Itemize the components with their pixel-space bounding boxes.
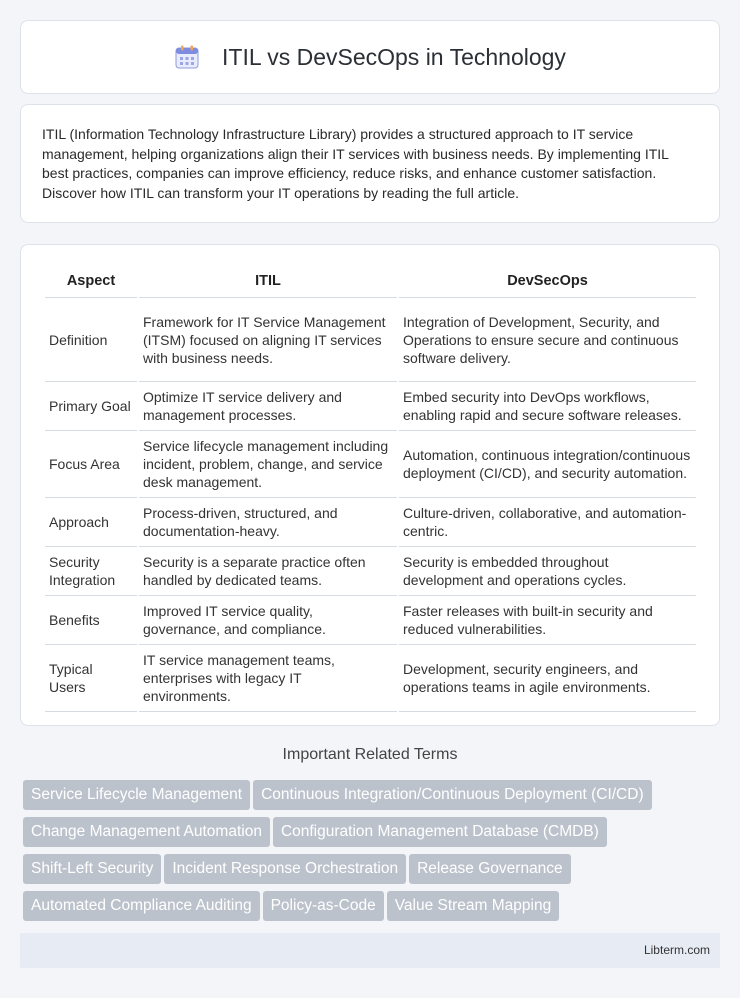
cell-itil: Optimize IT service delivery and management processes.	[139, 382, 397, 431]
footer-site-link[interactable]: Libterm.com	[643, 943, 710, 957]
footer	[20, 933, 720, 968]
intro-card	[20, 104, 720, 223]
related-terms-heading: Important Related Terms	[282, 746, 458, 763]
cell-aspect: Typical Users	[45, 645, 137, 712]
cell-devsecops: Culture-driven, collaborative, and automation-centric.	[399, 498, 696, 547]
cell-itil: Process-driven, structured, and documentation-heavy.	[139, 498, 397, 547]
term-tag[interactable]: Shift-Left Security	[23, 854, 161, 884]
cell-devsecops: Faster releases with built-in security and reduced vulnerabilities.	[399, 596, 696, 645]
header-itil: ITIL	[139, 265, 397, 298]
table-row	[45, 596, 696, 645]
table-header-row	[45, 265, 696, 298]
cell-aspect: Approach	[45, 498, 137, 547]
term-tag[interactable]: Service Lifecycle Management	[23, 780, 250, 810]
cell-devsecops: Security is embedded throughout development and operations cycles.	[399, 547, 696, 596]
cell-aspect: Focus Area	[45, 431, 137, 498]
comparison-table	[43, 265, 698, 712]
cell-aspect: Primary Goal	[45, 382, 137, 431]
cell-devsecops: Development, security engineers, and operations teams in agile environments.	[399, 645, 696, 712]
table-row	[45, 645, 696, 712]
term-tag[interactable]: Change Management Automation	[23, 817, 270, 847]
table-row	[45, 498, 696, 547]
cell-aspect: Definition	[45, 298, 137, 382]
term-tag[interactable]: Configuration Management Database (CMDB)	[273, 817, 607, 847]
cell-aspect: Security Integration	[45, 547, 137, 596]
header-aspect: Aspect	[45, 265, 137, 298]
cell-itil: Improved IT service quality, governance, and compliance.	[139, 596, 397, 645]
table-row	[45, 431, 696, 498]
table-row	[45, 547, 696, 596]
cell-aspect: Benefits	[45, 596, 137, 645]
cell-devsecops: Automation, continuous integration/continuous deployment (CI/CD), and security automation.	[399, 431, 696, 498]
comparison-card	[20, 244, 720, 726]
table-row	[45, 382, 696, 431]
cell-itil: Framework for IT Service Management (ITSM) focused on aligning IT services with business needs.	[139, 298, 397, 382]
header-devsecops: DevSecOps	[399, 265, 696, 298]
term-tag[interactable]: Value Stream Mapping	[387, 891, 560, 921]
cell-itil: IT service management teams, enterprises with legacy IT environments.	[139, 645, 397, 712]
table-row	[45, 298, 696, 382]
cell-devsecops: Integration of Development, Security, and Operations to ensure secure and continuous software delivery.	[399, 298, 696, 382]
intro-text: ITIL (Information Technology Infrastructure Library) provides a structured approach to IT service management, helping organizations align their IT services with business needs. By implementing ITIL best practices, companies can improve efficiency, reduce risks, and enhance customer satisfaction. Discover how ITIL can transform your IT operations by reading the full article.	[42, 126, 669, 201]
cell-itil: Service lifecycle management including incident, problem, change, and service desk management.	[139, 431, 397, 498]
related-terms-list	[23, 780, 723, 928]
page-title: ITIL vs DevSecOps in Technology	[222, 43, 566, 70]
term-tag[interactable]: Incident Response Orchestration	[164, 854, 406, 884]
calendar-icon	[174, 44, 200, 70]
title-card	[20, 20, 720, 94]
cell-devsecops: Embed security into DevOps workflows, enabling rapid and secure software releases.	[399, 382, 696, 431]
term-tag[interactable]: Continuous Integration/Continuous Deployment (CI/CD)	[253, 780, 652, 810]
term-tag[interactable]: Release Governance	[409, 854, 571, 884]
term-tag[interactable]: Policy-as-Code	[263, 891, 384, 921]
cell-itil: Security is a separate practice often handled by dedicated teams.	[139, 547, 397, 596]
term-tag[interactable]: Automated Compliance Auditing	[23, 891, 260, 921]
